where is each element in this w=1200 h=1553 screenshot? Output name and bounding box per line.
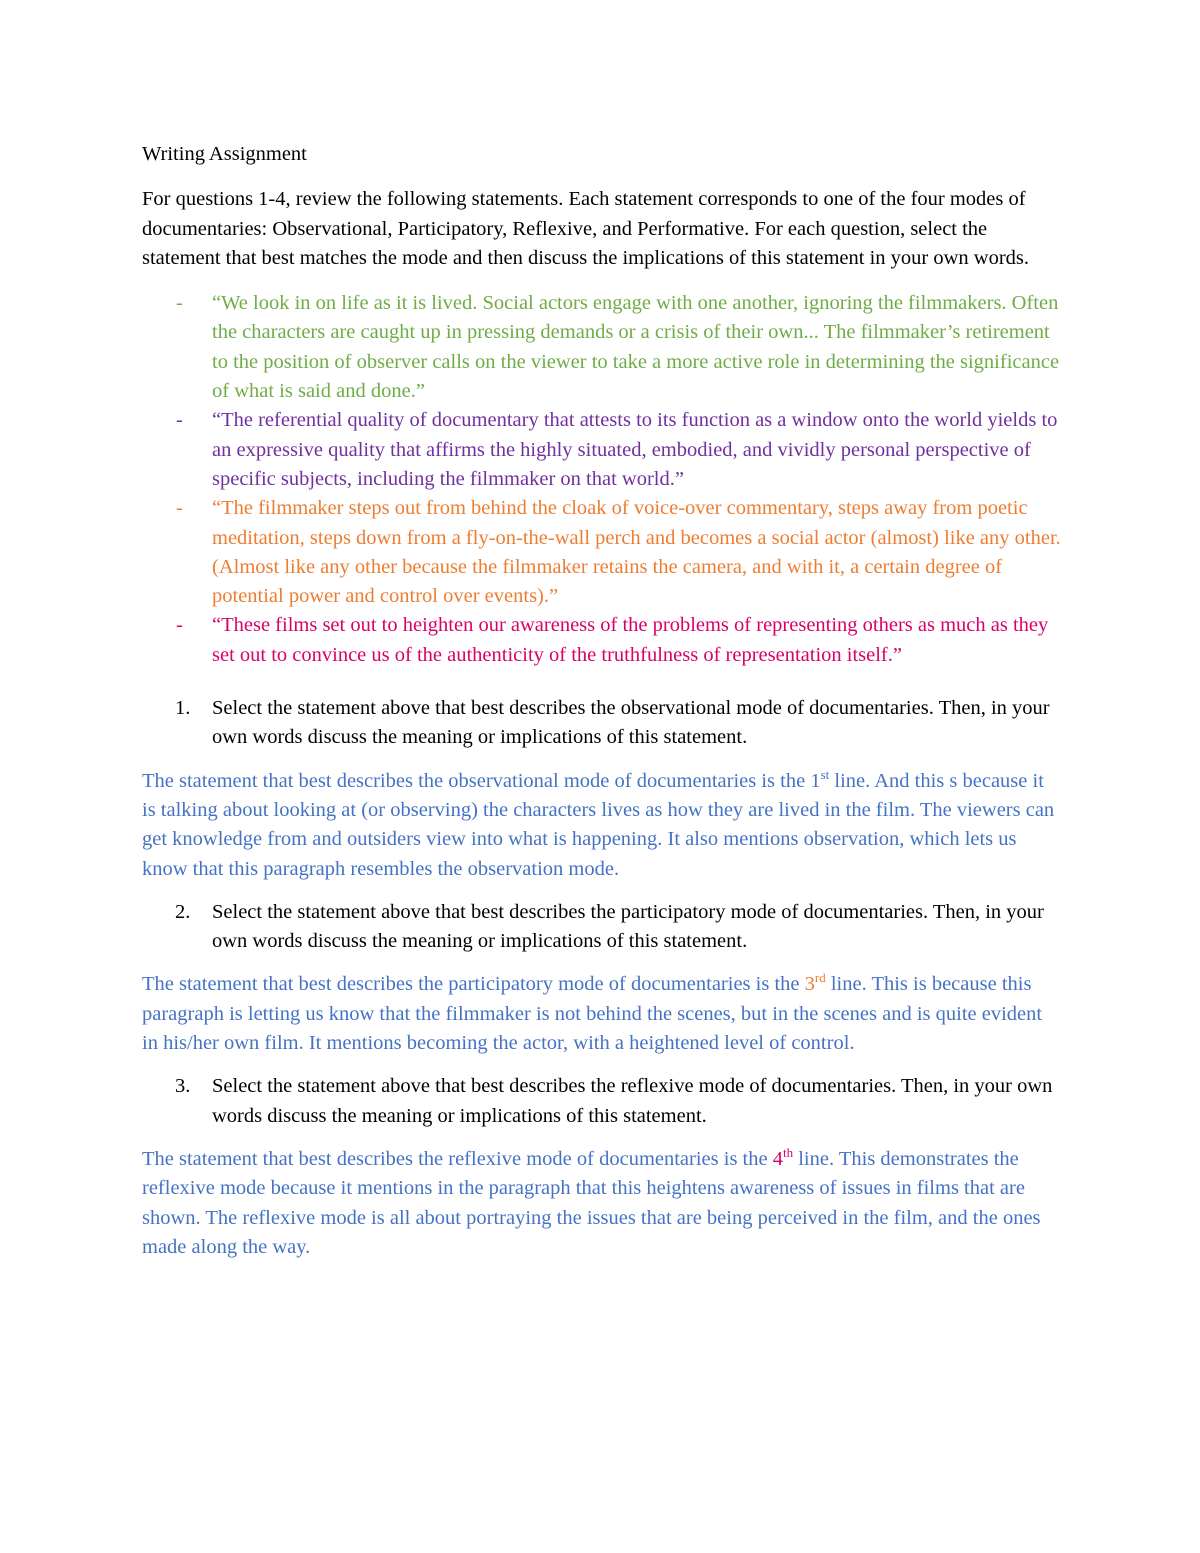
answer-1 bbox=[142, 767, 1062, 884]
question-number: 2. bbox=[175, 900, 191, 923]
question-number: 3. bbox=[175, 1075, 191, 1098]
answer-text-end: line. This is because this paragraph is letting us know that the filmmaker is not behind the scenes, but in the scenes and is quite evident in his/her own film. It mentions becoming the actor, with a heightened level of control. bbox=[142, 973, 1043, 1055]
bullet-dash: - bbox=[176, 292, 183, 315]
ordinal-suffix: st bbox=[820, 766, 830, 782]
question-text: Select the statement above that best describes the reflexive mode of documentaries. Then, in your own words discuss the meaning or implications of this statement. bbox=[212, 1075, 1053, 1127]
statement-item-performative bbox=[142, 406, 1062, 494]
answer-3 bbox=[142, 1145, 1062, 1262]
statement-text: “These films set out to heighten our awareness of the problems of representing others as much as they set out to convince us of the authenticity of the truthfulness of representation itself.” bbox=[212, 614, 1049, 666]
question-text: Select the statement above that best describes the participatory mode of documentaries. Then, in your own words discuss the meaning or implications of this statement. bbox=[212, 900, 1044, 953]
question-2 bbox=[142, 898, 1062, 957]
answer-text-end: line. This demonstrates the reflexive mode because it mentions in the paragraph that this heightens awareness of issues in films that are shown. The reflexive mode is all about portraying the issues that are being perceived in the film, and the ones made along the way. bbox=[142, 1147, 1041, 1258]
bullet-dash: - bbox=[176, 614, 183, 637]
bullet-dash: - bbox=[176, 409, 183, 432]
question-3 bbox=[142, 1072, 1062, 1131]
answer-2 bbox=[142, 970, 1062, 1058]
statement-list bbox=[142, 289, 1062, 670]
statement-text: “The filmmaker steps out from behind the cloak of voice-over commentary, steps away from poetic meditation, steps down from a fly-on-the-wall perch and becomes a social actor (almost) like any other. (Almost like any other because the filmmaker retains the camera, and with it, a certain degree of potential power and control over events).” bbox=[212, 497, 1061, 608]
answer-text-start: The statement that best describes the participatory mode of documentaries is the bbox=[142, 973, 805, 996]
statement-item-reflexive bbox=[142, 611, 1062, 670]
answer-highlight-number bbox=[804, 970, 826, 996]
document-page bbox=[142, 140, 1062, 1276]
answer-text-end: line. And this s because it is talking about looking at (or observing) the characters lives as how they are lived in the film. The viewers can get knowledge from and outsiders view into what is happening. It also mentions observation, which lets us know that this paragraph resembles the observation mode. bbox=[142, 769, 1055, 880]
instructions-paragraph: For questions 1-4, review the following statements. Each statement corresponds to one of the four modes of documentaries: Observational, Participatory, Reflexive, and Performative. For each question, select the statement that best matches the mode and then discuss the implications of this statement in your own words. bbox=[142, 188, 1030, 269]
answer-text-start: The statement that best describes the reflexive mode of documentaries is the bbox=[142, 1147, 773, 1170]
statement-text: “We look in on life as it is lived. Social actors engage with one another, ignoring the filmmakers. Often the characters are caught up in pressing demands or a crisis of their own... The filmmaker’s retirement to the position of observer calls on the viewer to take a more active role in determining the significance of what is said and done.” bbox=[212, 292, 1060, 403]
highlight-digit: 4 bbox=[772, 1147, 783, 1170]
question-text: Select the statement above that best describes the observational mode of documentaries. Then, in your own words discuss the meaning or implications of this statement. bbox=[212, 697, 1050, 749]
statement-item-participatory bbox=[142, 494, 1062, 611]
statement-text: “The referential quality of documentary that attests to its function as a window onto the world yields to an expressive quality that affirms the highly situated, embodied, and vividly personal perspective of specific subjects, including the filmmaker on that world.” bbox=[212, 409, 1058, 490]
statement-item-observational bbox=[142, 289, 1062, 406]
ordinal-suffix: th bbox=[782, 1144, 794, 1160]
ordinal-suffix: rd bbox=[814, 970, 826, 986]
highlight-digit: 3 bbox=[804, 973, 815, 996]
answer-text-start: The statement that best describes the observational mode of documentaries is the 1 bbox=[142, 769, 821, 792]
bullet-dash: - bbox=[176, 497, 183, 520]
answer-highlight-number bbox=[772, 1144, 794, 1170]
question-number: 1. bbox=[175, 697, 191, 720]
document-title: Writing Assignment bbox=[142, 143, 307, 165]
question-1 bbox=[142, 694, 1062, 753]
